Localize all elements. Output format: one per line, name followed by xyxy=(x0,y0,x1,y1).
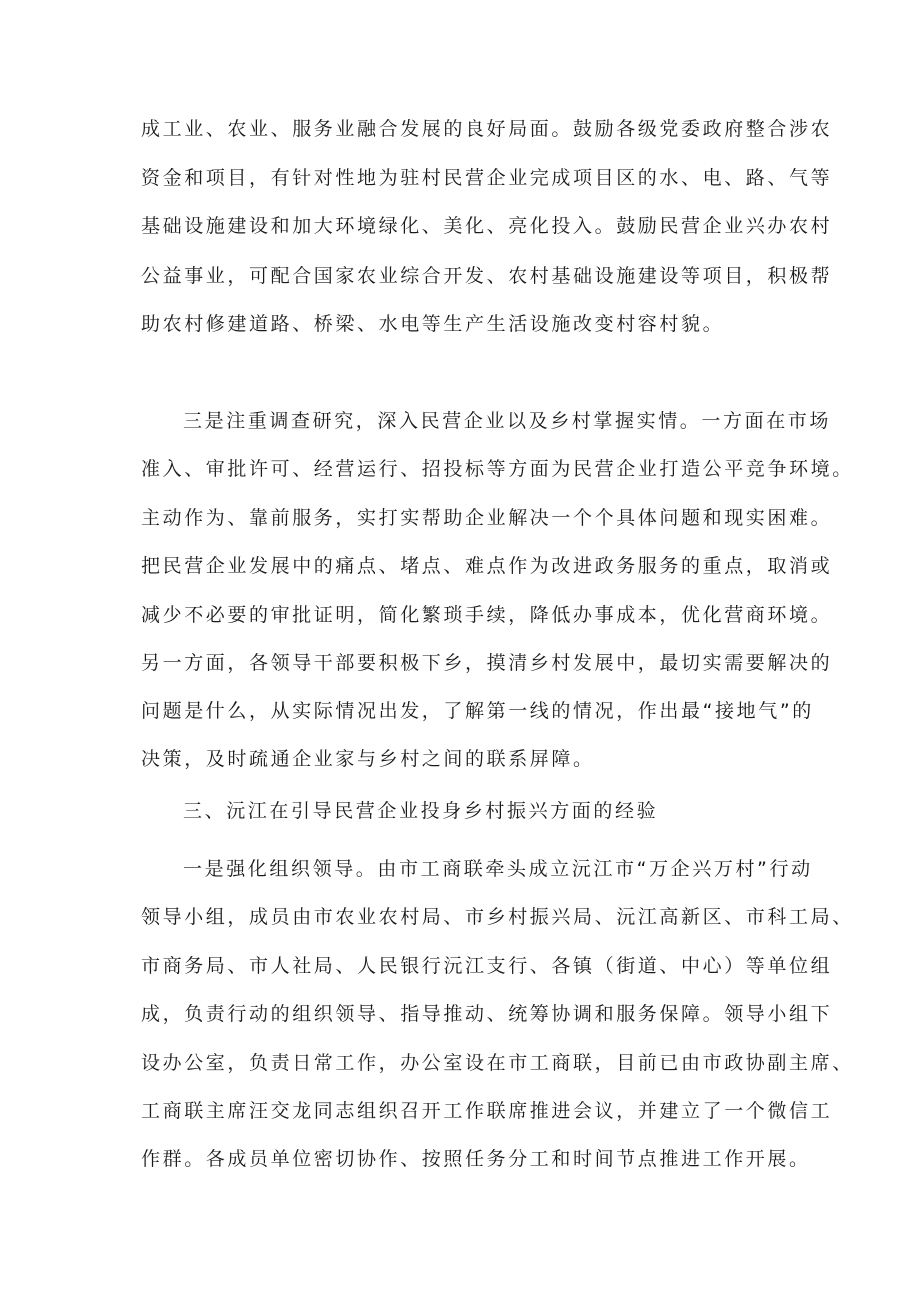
paragraph-2-line-2: 准入、审批许可、经营运行、招投标等方面为民营企业打造公平竞争环境。 xyxy=(141,458,854,480)
paragraph-2-line-7: 问题是什么，从实际情况出发，了解第一线的情况，作出最“接地气”的 xyxy=(141,700,814,722)
paragraph-3-line-1: 一是强化组织领导。由市工商联牵头成立沅江市“万企兴万村”行动 xyxy=(183,858,813,880)
paragraph-1-line-5: 助农村修建道路、桥梁、水电等生产生活设施改变村容村貌。 xyxy=(141,313,725,335)
section-heading: 三、沅江在引导民营企业投身乡村振兴方面的经验 xyxy=(183,800,659,822)
paragraph-2-line-4: 把民营企业发展中的痛点、堵点、难点作为改进政务服务的重点，取消或 xyxy=(141,555,833,577)
paragraph-2-line-1: 三是注重调查研究，深入民营企业以及乡村掌握实情。一方面在市场 xyxy=(183,410,832,432)
paragraph-1-line-4: 公益事业，可配合国家农业综合开发、农村基础设施建设等项目，积极帮 xyxy=(141,265,833,287)
paragraph-1-line-3: 基础设施建设和加大环境绿化、美化、亮化投入。鼓励民营企业兴办农村 xyxy=(141,215,833,237)
paragraph-2-line-3: 主动作为、靠前服务，实打实帮助企业解决一个个具体问题和现实困难。 xyxy=(141,507,833,529)
paragraph-2-line-8: 决策，及时疏通企业家与乡村之间的联系屏障。 xyxy=(141,748,595,770)
paragraph-3-line-6: 工商联主席汪交龙同志组织召开工作联席推进会议，并建立了一个微信工 xyxy=(141,1100,833,1122)
paragraph-1-line-2: 资金和项目，有针对性地为驻村民营企业完成项目区的水、电、路、气等 xyxy=(141,167,833,189)
paragraph-1-line-1: 成工业、农业、服务业融合发展的良好局面。鼓励各级党委政府整合涉农 xyxy=(141,118,833,140)
paragraph-2-line-6: 另一方面，各领导干部要积极下乡，摸清乡村发展中，最切实需要解决的 xyxy=(141,652,833,674)
paragraph-3-line-3: 市商务局、市人社局、人民银行沅江支行、各镇（街道、中心）等单位组 xyxy=(141,955,833,977)
paragraph-3-line-7: 作群。各成员单位密切协作、按照任务分工和时间节点推进工作开展。 xyxy=(141,1148,811,1170)
paragraph-3-line-2: 领导小组，成员由市农业农村局、市乡村振兴局、沅江高新区、市科工局、 xyxy=(141,906,854,928)
paragraph-3-line-4: 成，负责行动的组织领导、指导推动、统筹协调和服务保障。领导小组下 xyxy=(141,1003,833,1025)
paragraph-3-line-5: 设办公室，负责日常工作，办公室设在市工商联，目前已由市政协副主席、 xyxy=(141,1052,854,1074)
paragraph-2-line-5: 减少不必要的审批证明，简化繁琐手续，降低办事成本，优化营商环境。 xyxy=(141,604,833,626)
